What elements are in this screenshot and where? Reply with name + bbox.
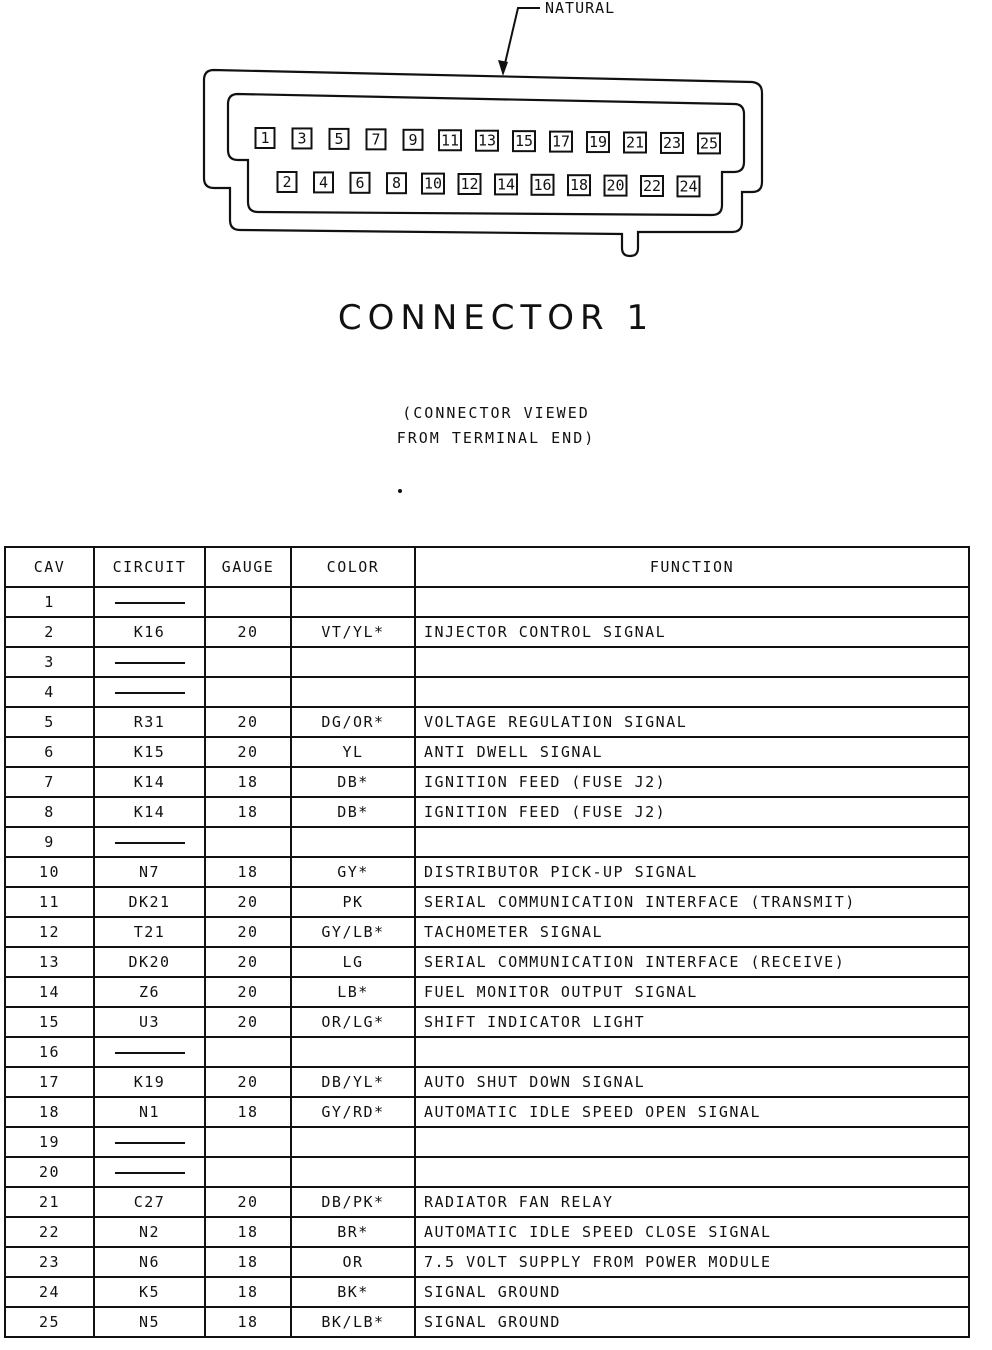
header-circuit: CIRCUIT xyxy=(94,547,205,587)
table-row xyxy=(5,827,969,857)
connector-pinout-table xyxy=(4,546,970,1338)
table-header-row xyxy=(5,547,969,587)
cell-gauge xyxy=(205,827,291,857)
cell-color: BR* xyxy=(291,1217,415,1247)
header-cav: CAV xyxy=(5,547,94,587)
pin-number-label: 7 xyxy=(371,130,381,149)
natural-arrow-icon xyxy=(503,8,540,72)
pin-number-label: 21 xyxy=(625,133,645,152)
cell-function: DISTRIBUTOR PICK-UP SIGNAL xyxy=(415,857,969,887)
cell-cav: 7 xyxy=(5,767,94,797)
cell-cav: 24 xyxy=(5,1277,94,1307)
cell-cav: 2 xyxy=(5,617,94,647)
pin-number-label: 17 xyxy=(551,132,571,151)
cell-circuit xyxy=(94,827,205,857)
cell-gauge: 20 xyxy=(205,1007,291,1037)
pin-number-label: 16 xyxy=(533,175,552,194)
cell-function xyxy=(415,677,969,707)
cell-function xyxy=(415,647,969,677)
cell-function: SERIAL COMMUNICATION INTERFACE (TRANSMIT) xyxy=(415,887,969,917)
table-row xyxy=(5,947,969,977)
cell-cav: 8 xyxy=(5,797,94,827)
cell-color xyxy=(291,677,415,707)
cell-cav: 20 xyxy=(5,1157,94,1187)
cell-gauge: 20 xyxy=(205,947,291,977)
cell-function: IGNITION FEED (FUSE J2) xyxy=(415,767,969,797)
pin-number-label: 19 xyxy=(588,133,608,152)
cell-cav: 4 xyxy=(5,677,94,707)
cell-circuit: K14 xyxy=(94,767,205,797)
pin-number-label: 9 xyxy=(408,130,418,149)
pin-number-label: 6 xyxy=(355,173,365,192)
pin-number-label: 1 xyxy=(260,129,270,147)
table-row xyxy=(5,917,969,947)
cell-circuit: N7 xyxy=(94,857,205,887)
cell-color: DB/YL* xyxy=(291,1067,415,1097)
cell-gauge: 18 xyxy=(205,857,291,887)
cell-circuit xyxy=(94,677,205,707)
cell-function: INJECTOR CONTROL SIGNAL xyxy=(415,617,969,647)
cell-gauge: 18 xyxy=(205,767,291,797)
cell-function: SERIAL COMMUNICATION INTERFACE (RECEIVE) xyxy=(415,947,969,977)
pin-number-label: 8 xyxy=(391,174,402,193)
pin-number-label: 11 xyxy=(440,131,460,150)
cell-gauge: 18 xyxy=(205,1247,291,1277)
cell-cav: 11 xyxy=(5,887,94,917)
cell-gauge: 20 xyxy=(205,1187,291,1217)
empty-circuit-dash xyxy=(115,692,185,694)
page-title: CONNECTOR 1 xyxy=(337,298,655,338)
empty-circuit-dash xyxy=(115,662,185,664)
cell-function: AUTOMATIC IDLE SPEED CLOSE SIGNAL xyxy=(415,1217,969,1247)
table-row xyxy=(5,1097,969,1127)
table-row xyxy=(5,677,969,707)
cell-color: GY/RD* xyxy=(291,1097,415,1127)
cell-circuit: DK21 xyxy=(94,887,205,917)
natural-label: NATURAL xyxy=(545,0,616,17)
cell-circuit: R31 xyxy=(94,707,205,737)
cell-color: LG xyxy=(291,947,415,977)
cell-circuit: K19 xyxy=(94,1067,205,1097)
table-row xyxy=(5,767,969,797)
cell-function xyxy=(415,827,969,857)
cell-cav: 14 xyxy=(5,977,94,1007)
cell-gauge: 18 xyxy=(205,1307,291,1337)
cell-function xyxy=(415,587,969,617)
cell-cav: 6 xyxy=(5,737,94,767)
cell-color xyxy=(291,1127,415,1157)
pin-number-label: 22 xyxy=(642,177,662,195)
cell-color: OR/LG* xyxy=(291,1007,415,1037)
cell-cav: 15 xyxy=(5,1007,94,1037)
cell-color: PK xyxy=(291,887,415,917)
cell-gauge xyxy=(205,647,291,677)
header-function: FUNCTION xyxy=(415,547,969,587)
cell-gauge xyxy=(205,677,291,707)
cell-cav: 23 xyxy=(5,1247,94,1277)
cell-color: BK* xyxy=(291,1277,415,1307)
table-row xyxy=(5,797,969,827)
cell-cav: 17 xyxy=(5,1067,94,1097)
cell-circuit xyxy=(94,1127,205,1157)
cell-function: SIGNAL GROUND xyxy=(415,1307,969,1337)
table-body xyxy=(5,587,969,1337)
subtitle-line-2: FROM TERMINAL END) xyxy=(396,429,596,447)
cell-color: VT/YL* xyxy=(291,617,415,647)
table-row xyxy=(5,617,969,647)
cell-circuit: U3 xyxy=(94,1007,205,1037)
cell-circuit xyxy=(94,647,205,677)
cell-function: TACHOMETER SIGNAL xyxy=(415,917,969,947)
pin-number-label: 20 xyxy=(606,176,625,195)
cell-gauge: 20 xyxy=(205,977,291,1007)
pin-number-label: 4 xyxy=(318,173,329,192)
cell-gauge: 20 xyxy=(205,737,291,767)
pin-number-label: 2 xyxy=(282,173,292,191)
cell-color: GY/LB* xyxy=(291,917,415,947)
table-row xyxy=(5,857,969,887)
cell-cav: 25 xyxy=(5,1307,94,1337)
cell-circuit: C27 xyxy=(94,1187,205,1217)
connector-diagram xyxy=(0,0,992,290)
table-row xyxy=(5,737,969,767)
cell-color: DG/OR* xyxy=(291,707,415,737)
cell-function xyxy=(415,1037,969,1067)
cell-gauge xyxy=(205,1157,291,1187)
cell-circuit: K16 xyxy=(94,617,205,647)
pin-row-bottom xyxy=(278,172,700,196)
pin-number-label: 23 xyxy=(662,133,682,152)
cell-cav: 19 xyxy=(5,1127,94,1157)
cell-color: DB/PK* xyxy=(291,1187,415,1217)
cell-circuit: T21 xyxy=(94,917,205,947)
cell-function: IGNITION FEED (FUSE J2) xyxy=(415,797,969,827)
cell-color xyxy=(291,647,415,677)
cell-color: DB* xyxy=(291,767,415,797)
cell-circuit xyxy=(94,1037,205,1067)
cell-cav: 13 xyxy=(5,947,94,977)
cell-color: YL xyxy=(291,737,415,767)
table-row xyxy=(5,1217,969,1247)
arrow-head-icon xyxy=(498,60,508,76)
cell-gauge xyxy=(205,1037,291,1067)
cell-cav: 16 xyxy=(5,1037,94,1067)
cell-gauge: 20 xyxy=(205,917,291,947)
pin-number-label: 13 xyxy=(477,131,497,150)
stray-mark xyxy=(398,489,402,493)
pin-row-top xyxy=(256,128,721,153)
cell-circuit: N2 xyxy=(94,1217,205,1247)
table-row xyxy=(5,1007,969,1037)
cell-cav: 21 xyxy=(5,1187,94,1217)
cell-function: SHIFT INDICATOR LIGHT xyxy=(415,1007,969,1037)
cell-gauge: 20 xyxy=(205,617,291,647)
empty-circuit-dash xyxy=(115,602,185,604)
cell-function: AUTO SHUT DOWN SIGNAL xyxy=(415,1067,969,1097)
cell-color xyxy=(291,587,415,617)
table-row xyxy=(5,1247,969,1277)
cell-function: RADIATOR FAN RELAY xyxy=(415,1187,969,1217)
cell-function xyxy=(415,1127,969,1157)
table-row xyxy=(5,1277,969,1307)
table-row xyxy=(5,647,969,677)
cell-circuit xyxy=(94,1157,205,1187)
table-row xyxy=(5,1037,969,1067)
pin-number-label: 18 xyxy=(569,176,589,195)
cell-function: ANTI DWELL SIGNAL xyxy=(415,737,969,767)
header-gauge: GAUGE xyxy=(205,547,291,587)
cell-gauge xyxy=(205,587,291,617)
table-row xyxy=(5,587,969,617)
header-color: COLOR xyxy=(291,547,415,587)
cell-gauge: 18 xyxy=(205,1277,291,1307)
pin-number-label: 14 xyxy=(496,175,516,194)
table-row xyxy=(5,1187,969,1217)
cell-function: SIGNAL GROUND xyxy=(415,1277,969,1307)
pin-number-label: 15 xyxy=(514,132,534,151)
cell-gauge: 18 xyxy=(205,1217,291,1247)
cell-cav: 5 xyxy=(5,707,94,737)
cell-gauge: 20 xyxy=(205,707,291,737)
cell-circuit: N6 xyxy=(94,1247,205,1277)
pin-number-label: 24 xyxy=(679,177,698,196)
cell-function xyxy=(415,1157,969,1187)
table-row xyxy=(5,1127,969,1157)
pin-number-label: 5 xyxy=(334,129,344,148)
empty-circuit-dash xyxy=(115,842,185,844)
connector-inner-outline xyxy=(228,94,744,215)
cell-function: VOLTAGE REGULATION SIGNAL xyxy=(415,707,969,737)
cell-circuit: N1 xyxy=(94,1097,205,1127)
cell-gauge: 18 xyxy=(205,1097,291,1127)
cell-cav: 1 xyxy=(5,587,94,617)
pin-number-label: 3 xyxy=(297,129,307,148)
table-row xyxy=(5,1067,969,1097)
cell-circuit: K14 xyxy=(94,797,205,827)
cell-circuit: K5 xyxy=(94,1277,205,1307)
subtitle-line-1: (CONNECTOR VIEWED xyxy=(402,404,590,422)
cell-cav: 9 xyxy=(5,827,94,857)
empty-circuit-dash xyxy=(115,1142,185,1144)
cell-cav: 18 xyxy=(5,1097,94,1127)
table-row xyxy=(5,707,969,737)
cell-gauge: 20 xyxy=(205,887,291,917)
cell-gauge: 20 xyxy=(205,1067,291,1097)
cell-function: FUEL MONITOR OUTPUT SIGNAL xyxy=(415,977,969,1007)
cell-color: GY* xyxy=(291,857,415,887)
cell-gauge xyxy=(205,1127,291,1157)
cell-circuit xyxy=(94,587,205,617)
pin-number-label: 25 xyxy=(699,134,719,153)
empty-circuit-dash xyxy=(115,1052,185,1054)
cell-color: BK/LB* xyxy=(291,1307,415,1337)
cell-circuit: K15 xyxy=(94,737,205,767)
table-row xyxy=(5,977,969,1007)
cell-color: DB* xyxy=(291,797,415,827)
cell-color xyxy=(291,827,415,857)
cell-color: OR xyxy=(291,1247,415,1277)
cell-gauge: 18 xyxy=(205,797,291,827)
cell-function: 7.5 VOLT SUPPLY FROM POWER MODULE xyxy=(415,1247,969,1277)
empty-circuit-dash xyxy=(115,1172,185,1174)
cell-circuit: N5 xyxy=(94,1307,205,1337)
cell-cav: 10 xyxy=(5,857,94,887)
cell-color: LB* xyxy=(291,977,415,1007)
table-row xyxy=(5,1157,969,1187)
cell-cav: 12 xyxy=(5,917,94,947)
cell-color xyxy=(291,1157,415,1187)
pin-number-label: 10 xyxy=(423,174,443,193)
cell-circuit: Z6 xyxy=(94,977,205,1007)
cell-circuit: DK20 xyxy=(94,947,205,977)
cell-color xyxy=(291,1037,415,1067)
table-row xyxy=(5,1307,969,1337)
cell-function: AUTOMATIC IDLE SPEED OPEN SIGNAL xyxy=(415,1097,969,1127)
cell-cav: 3 xyxy=(5,647,94,677)
cell-cav: 22 xyxy=(5,1217,94,1247)
table-row xyxy=(5,887,969,917)
pin-number-label: 12 xyxy=(460,175,479,193)
